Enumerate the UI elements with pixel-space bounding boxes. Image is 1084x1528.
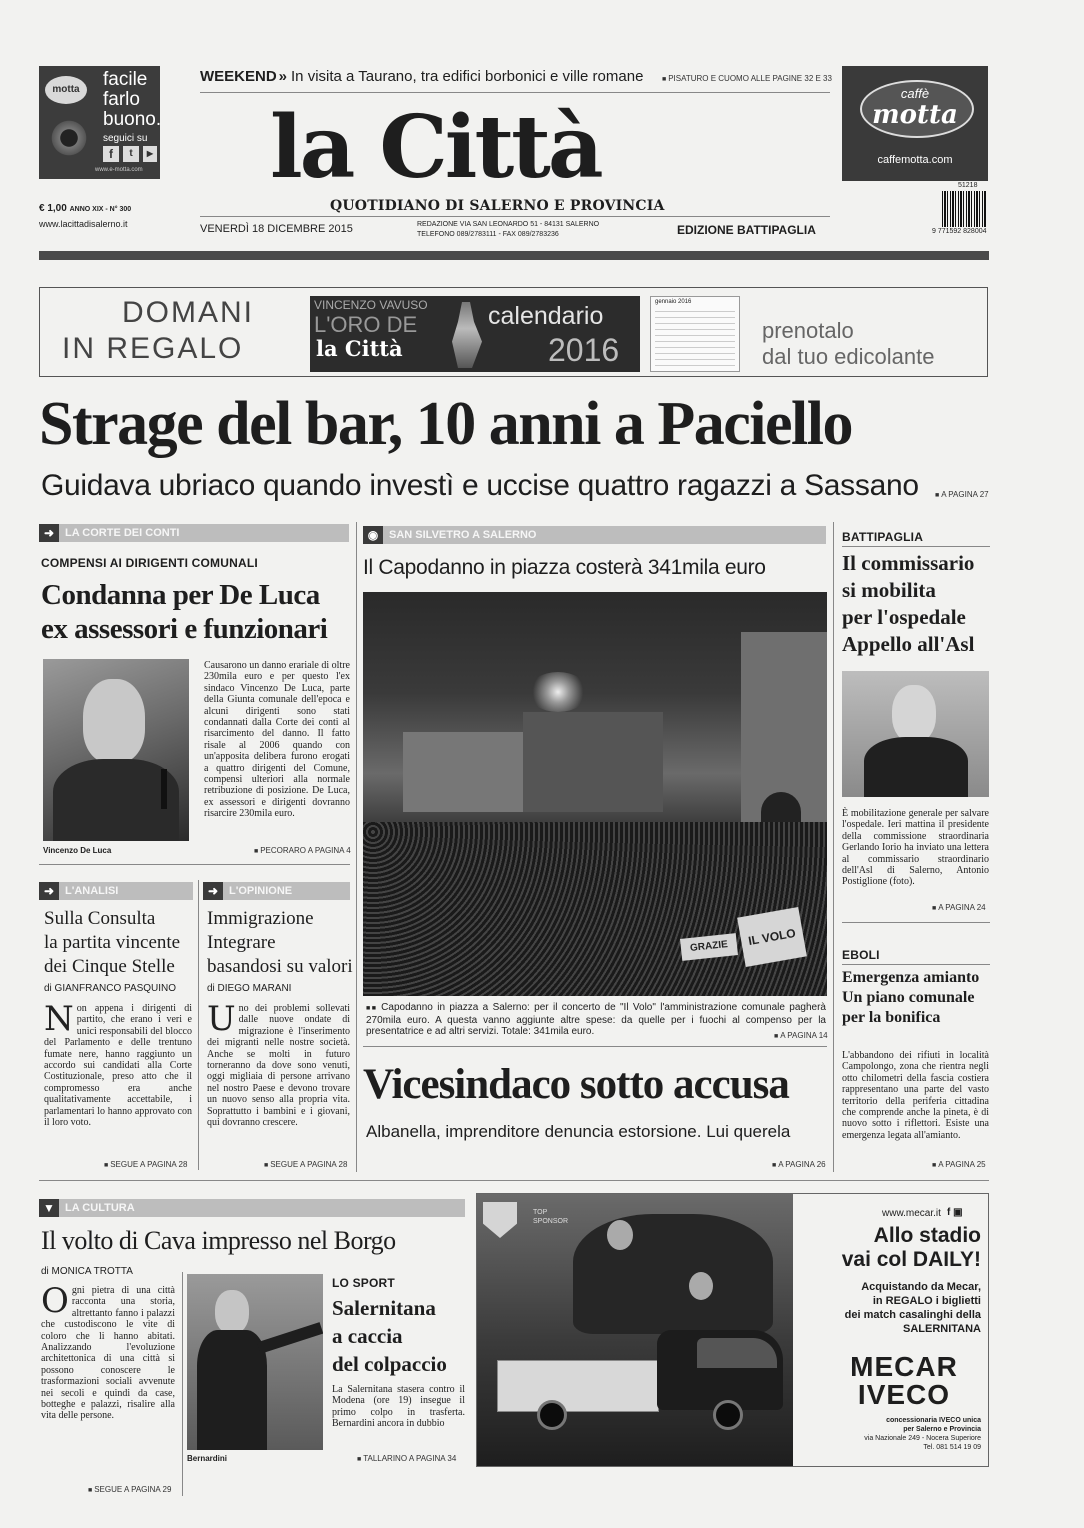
truck-bed — [497, 1360, 659, 1412]
face-shape — [215, 1290, 249, 1334]
barcode — [942, 191, 986, 227]
analisi-title-3[interactable]: dei Cinque Stelle — [44, 956, 175, 977]
banner-grazie: GRAZIE — [680, 933, 738, 961]
wheel-rear — [537, 1400, 567, 1430]
opinione-dropcap: U — [207, 999, 236, 1039]
opinione-title-3[interactable]: basandosi su valori — [207, 956, 353, 977]
statue-figure — [446, 302, 486, 368]
mecar-headline-2: vai col DAILY! — [841, 1248, 981, 1271]
fireworks — [528, 672, 588, 712]
opinione-body-block — [207, 999, 350, 1129]
youtube-icon[interactable]: ▶ — [143, 146, 157, 162]
address-line-2: TELEFONO 089/2783111 - FAX 089/2783236 — [417, 231, 559, 238]
section-label: L'ANALISI — [65, 885, 119, 897]
caption-bernardini: Bernardini — [187, 1454, 228, 1463]
vicesindaco-headline[interactable]: Vicesindaco sotto accusa — [363, 1061, 789, 1108]
photo-postiglione — [842, 671, 989, 797]
microphone-icon — [161, 769, 167, 809]
analisi-ref[interactable]: ■ SEGUE A PAGINA 28 — [104, 1160, 187, 1169]
mecar-text-4: SALERNITANA — [902, 1323, 981, 1335]
building-center — [523, 712, 663, 812]
photo-capodanno-piazza — [363, 592, 827, 996]
analisi-body: on appena i dirigenti di partito, che erano i veri e unici responsabili del blocco del Parlamento e delle trentuno fumate nere, hanno raggiunto un accordo sui candidati alla Corte Costituzionale, preso atto che il compromesso era anche qualitativamente accettabile, i parlamentari lo hanno approvato con il loro voto. — [44, 1003, 192, 1129]
battipaglia-title-1[interactable]: Il commissario — [842, 551, 975, 575]
top-sponsor-label: TOP SPONSOR — [533, 1209, 569, 1225]
sport-title-3[interactable]: del colpaccio — [332, 1352, 447, 1376]
face-shape — [892, 685, 936, 743]
address-line-1: REDAZIONE VIA SAN LEONARDO 51 - 84131 SALERNO — [417, 221, 600, 228]
iveco-logo: IVECO — [857, 1379, 951, 1410]
divider-capodanno — [363, 1046, 827, 1047]
eboli-title-1[interactable]: Emergenza amianto — [842, 969, 980, 986]
calendar-cover — [310, 296, 640, 372]
cultura-body-block — [41, 1281, 175, 1422]
calendar-label: calendario — [488, 302, 604, 330]
price — [39, 203, 131, 214]
section-label: LA CULTURA — [65, 1202, 135, 1214]
wheel-front — [713, 1400, 743, 1430]
coffee-cup-image — [49, 118, 89, 158]
vicesindaco-subhead: Albanella, imprenditore denuncia estorsione. Lui querela — [366, 1122, 791, 1141]
masthead-separator — [39, 251, 989, 260]
opinione-byline: di DIEGO MARANI — [207, 983, 292, 994]
cultura-ref[interactable]: ■ SEGUE A PAGINA 29 — [88, 1485, 171, 1494]
battipaglia-title-2[interactable]: si mobilita — [842, 578, 936, 602]
section-label: LA CORTE DEI CONTI — [65, 527, 180, 539]
capodanno-caption: ■■ Capodanno in piazza a Salerno: per il concerto de "Il Volo" l'amministrazione comunale pagherà 270mila euro. A questa vanno aggiunte altre spese: da quelle per i fuochi al compenso per la presentatrice e ad altri servizi. Totale: 341mila euro. — [366, 1002, 826, 1037]
promo-domani: DOMANI — [122, 296, 254, 329]
banner-il-volo: IL VOLO — [737, 907, 807, 967]
calendar-month: gennaio 2016 — [655, 299, 692, 305]
ad-motta-left[interactable] — [39, 66, 160, 179]
building-left — [403, 732, 523, 812]
suit-shape — [864, 737, 968, 797]
issue-number: ANNO XIX - N° 300 — [69, 206, 132, 213]
sport-ref[interactable]: ■ TALLARINO A PAGINA 34 — [357, 1454, 456, 1463]
divider-cultura-sport — [182, 1272, 183, 1496]
salernitana-logo — [483, 1202, 517, 1238]
section-corte-dei-conti — [39, 524, 349, 542]
battipaglia-ref[interactable]: ■ A PAGINA 24 — [932, 903, 986, 912]
battipaglia-title-4[interactable]: Appello all'Asl — [842, 632, 975, 656]
opinione-ref[interactable]: ■ SEGUE A PAGINA 28 — [264, 1160, 347, 1169]
players-group — [573, 1214, 773, 1334]
jersey-shape — [197, 1330, 267, 1450]
battipaglia-rule — [842, 546, 990, 547]
masthead-title[interactable]: la Città — [270, 97, 601, 198]
battipaglia-body: È mobilitazione generale per salvare l'ospedale. Ieri mattina il presidente della commissione straordinaria Gerlando Iorio ha inviato una lettera al commissario straordinario dell'Asl di Salerno, Antonio Postiglione (foto). — [842, 808, 989, 888]
ad-mecar-iveco[interactable] — [476, 1193, 989, 1467]
calendar-promo-banner[interactable] — [39, 287, 988, 377]
eye-icon: ◉ — [363, 526, 383, 544]
promo-edicolante: dal tuo edicolante — [762, 344, 935, 369]
mecar-footer-1: concessionaria IVECO unica — [886, 1417, 981, 1424]
main-ref[interactable]: ■ A PAGINA 27 — [935, 490, 989, 499]
mecar-text-2: in REGALO i biglietti — [872, 1295, 981, 1307]
divider-bottom-section — [39, 1180, 989, 1181]
corte-title-2[interactable]: ex assessori e funzionari — [41, 613, 328, 645]
price-value: € 1,00 — [39, 203, 67, 214]
ad-slogan-1: facile — [103, 69, 148, 90]
mecar-text-3: dei match casalinghi della — [844, 1309, 981, 1321]
weekend-arrow: » — [278, 68, 288, 85]
corte-body: Causarono un danno erariale di oltre 230mila euro e per questo l'ex sindaco Vincenzo De Luca, parte della Giunta comunale dell'epoca e alcuni dirigenti sono stati condannati dalla Corte dei conti al risarcimento del danno. Il fatto risale al 2006 quando con un'apposita delibera furono erogati a quattro dirigenti del Comune, compensi ulteriori alla normale retribuzione di posizione. De Luca, ex assessori e dirigenti dovranno risarcire 230mila euro. — [204, 660, 350, 820]
mecar-footer-2: per Salerno e Provincia — [903, 1426, 981, 1433]
divider-corte — [39, 864, 350, 865]
section-opinione — [203, 882, 350, 900]
eboli-title-2[interactable]: Un piano comunale — [842, 989, 975, 1006]
cultura-shield-icon: ▼ — [39, 1199, 59, 1217]
opinione-title-2[interactable]: Integrare — [207, 932, 276, 953]
eboli-title-3[interactable]: per la bonifica — [842, 1009, 941, 1026]
mecar-website[interactable]: www.mecar.it — [882, 1208, 941, 1219]
photo-de-luca — [43, 659, 189, 841]
iveco-truck — [497, 1320, 789, 1430]
battipaglia-section: BATTIPAGLIA — [842, 530, 924, 544]
corte-ref[interactable]: ■ PECORARO A PAGINA 4 — [254, 846, 351, 855]
caption-de-luca: Vincenzo De Luca — [43, 846, 112, 855]
ad-motta-right[interactable] — [842, 66, 988, 181]
masthead-rule-top — [200, 92, 830, 93]
weekend-text: In visita a Taurano, tra edifici borbonici e ville romane — [291, 68, 644, 85]
mecar-footer-3: via Nazionale 249 - Nocera Superiore — [864, 1435, 981, 1442]
caffe-label: caffè — [900, 86, 930, 101]
weekend-label: WEEKEND — [200, 68, 277, 85]
section-san-silvestro — [363, 526, 826, 544]
calendar-title: L'ORO DE — [314, 312, 418, 337]
eboli-ref[interactable]: ■ A PAGINA 25 — [932, 1160, 986, 1169]
capodanno-caption-text: Capodanno in piazza a Salerno: per il concerto de "Il Volo" l'amministrazione comunale pagherà 270mila euro. A questa vanno aggiunte altre spese: da quelle per i fuochi al compenso per la presentatrice e ad altri servizi. Totale: 341mila euro. — [366, 1002, 826, 1037]
capodanno-title[interactable]: Il Capodanno in piazza costerà 341mila euro — [363, 556, 766, 579]
truck-windshield — [697, 1338, 777, 1368]
barcode-top-number: 51218 — [958, 182, 978, 189]
promo-prenotalo: prenotalo — [762, 318, 854, 343]
calendar-year: 2016 — [548, 332, 620, 368]
arrow-right-icon: ➜ — [39, 882, 59, 900]
mecar-logo: MECAR — [850, 1351, 958, 1382]
crowd — [363, 822, 827, 996]
corte-kicker: COMPENSI AI DIRIGENTI COMUNALI — [41, 556, 258, 570]
divider-center-right — [833, 522, 834, 1172]
masthead-subtitle: QUOTIDIANO DI SALERNO E PROVINCIA — [330, 198, 665, 214]
corte-title-1[interactable]: Condanna per De Luca — [41, 579, 320, 611]
mecar-text-1: Acquistando da Mecar, — [861, 1281, 981, 1293]
cultura-byline: di MONICA TROTTA — [41, 1266, 133, 1277]
sport-section: LO SPORT — [332, 1276, 395, 1290]
pointing-arm — [257, 1322, 323, 1354]
barcode-number: 9 771592 828004 — [932, 228, 987, 235]
edition-label: EDIZIONE BATTIPAGLIA — [677, 223, 816, 237]
calendar-paper: la Città — [316, 336, 403, 361]
sport-title-2[interactable]: a caccia — [332, 1324, 403, 1348]
analisi-byline: di GIANFRANCO PASQUINO — [44, 983, 177, 994]
website-link[interactable]: www.lacittadisalerno.it — [39, 219, 128, 229]
ad-follow: seguici su — [103, 133, 148, 144]
analisi-title-2[interactable]: la partita vincente — [44, 932, 181, 953]
battipaglia-title-3[interactable]: per l'ospedale — [842, 605, 966, 629]
divider-left-center — [356, 522, 357, 1172]
ad-slogan-2: farlo — [103, 89, 140, 110]
analisi-title-1[interactable]: Sulla Consulta — [44, 908, 156, 929]
ad-photo-panel — [477, 1194, 793, 1466]
mecar-headline-1: Allo stadio — [873, 1224, 981, 1247]
sport-title-1[interactable]: Salernitana — [332, 1296, 436, 1320]
section-analisi — [39, 882, 193, 900]
social-icons[interactable]: f ▣ — [947, 1207, 963, 1218]
calendar-days — [655, 311, 735, 369]
motta-logo: motta — [45, 76, 87, 104]
mecar-footer-4: Tel. 081 514 19 09 — [923, 1444, 981, 1451]
cultura-body: gni pietra di una città racconta una storia, altrettanto fanno i palazzi che custodiscono le vite di coloro che li hanno abitati. Analizzando l'evoluzione architettonica di una città si possono conoscere le trasformazioni sociali avvenute nei secoli e quindi da case, botteghe e palazzi, risalire alla vita delle persone. — [41, 1285, 175, 1422]
analisi-dropcap: N — [44, 999, 74, 1039]
sport-body: La Salernitana stasera contro il Modena (ore 19) insegue il primo colpo in trasferta. Bernardini ancora in dubbio — [332, 1384, 465, 1430]
section-cultura — [39, 1199, 465, 1217]
main-headline[interactable]: Strage del bar, 10 anni a Paciello — [39, 390, 852, 458]
arrow-right-icon: ➜ — [39, 524, 59, 542]
face-shape — [83, 679, 145, 763]
facebook-icon[interactable]: f — [103, 146, 119, 162]
eboli-section: EBOLI — [842, 948, 880, 962]
capodanno-ref[interactable]: ■ A PAGINA 14 — [774, 1031, 828, 1040]
cultura-dropcap: O — [41, 1281, 69, 1321]
analisi-body-block — [44, 999, 192, 1129]
divider-analisi-opinione — [198, 880, 199, 1170]
section-label: L'OPINIONE — [229, 885, 293, 897]
player-head-1 — [607, 1220, 633, 1250]
promo-in-regalo: IN REGALO — [62, 332, 244, 365]
masthead-rule-bottom — [200, 216, 830, 217]
calendar-author: VINCENZO VAVUSO — [314, 298, 428, 312]
ad-slogan-3: buono. — [103, 109, 162, 130]
twitter-icon[interactable]: t — [123, 146, 139, 162]
vicesindaco-ref[interactable]: ■ A PAGINA 26 — [772, 1160, 826, 1169]
player-head-2 — [689, 1272, 713, 1300]
main-subhead: Guidava ubriaco quando investì e uccise quattro ragazzi a Sassano — [41, 469, 919, 502]
opinione-body: no dei problemi sollevati dalle nuove ondate di migrazione è l'inserimento dei migranti nelle nostre società. Anche se molti in futuro torneranno da dove sono venuti, oggi migliaia di persone arrivano nel nostro Paese e devono trovare un nuovo senso alla propria vita. Soprattutto i bambini e i giovani, qui dovranno crescere. — [207, 1003, 350, 1129]
opinione-title-1[interactable]: Immigrazione — [207, 908, 314, 929]
ad-url: www.e-mottа.com — [95, 167, 143, 173]
weekend-ref: ■ PISATURO E CUOMO ALLE PAGINE 32 E 33 — [662, 74, 832, 83]
cultura-title[interactable]: Il volto di Cava impresso nel Borgo — [41, 1226, 396, 1255]
eboli-rule — [842, 964, 990, 965]
eboli-body: L'abbandono dei rifiuti in località Campolongo, zona che rientra negli otto chilometri della fascia costiera rappresentano una parte del vasto territorio della periferia cittadina che comprende anche la pineta, è di nuovo sotto i riflettori. Esiste una emergenza legata all'amianto. — [842, 1050, 989, 1141]
issue-date: VENERDÌ 18 DICEMBRE 2015 — [200, 223, 353, 235]
arrow-right-icon: ➜ — [203, 882, 223, 900]
section-label: SAN SILVETRO A SALERNO — [389, 529, 537, 541]
caffe-url: caffemotta.com — [877, 154, 953, 166]
calendar-grid — [650, 296, 740, 372]
motta-brand: motta — [872, 100, 958, 130]
photo-bernardini — [187, 1274, 323, 1450]
divider-battipaglia — [842, 922, 990, 923]
